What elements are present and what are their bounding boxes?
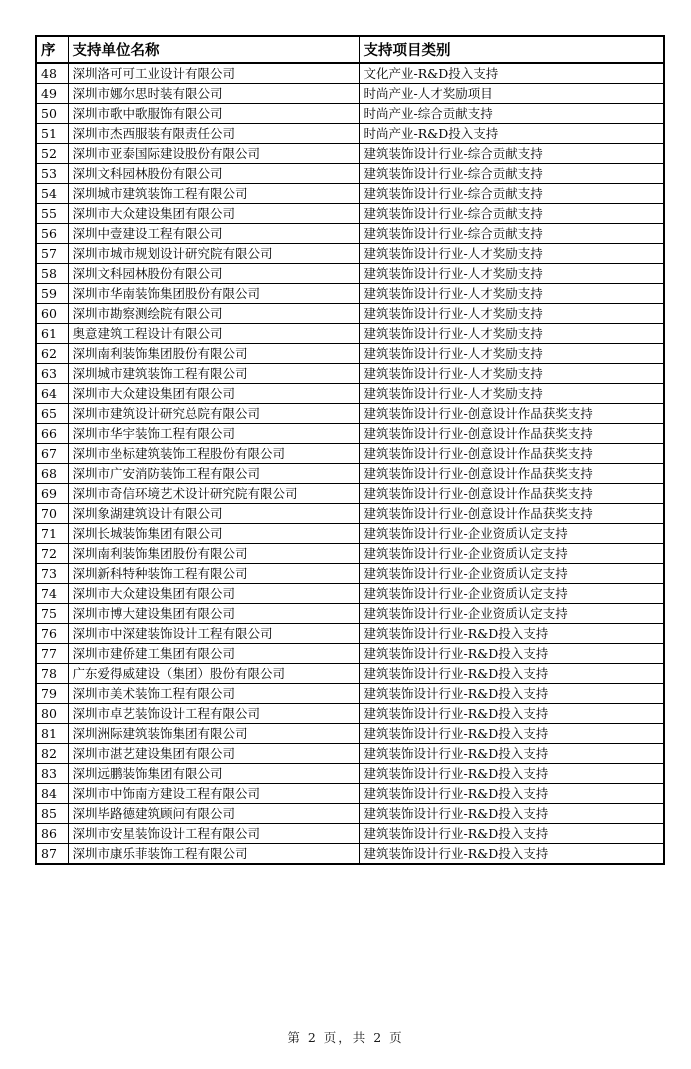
table-row: [36, 63, 664, 84]
unit-name: 深圳市卓艺装饰设计工程有限公司: [68, 704, 359, 724]
unit-name: 深圳城市建筑装饰工程有限公司: [68, 364, 359, 384]
table-row: [36, 224, 664, 244]
row-index: 68: [36, 464, 68, 484]
unit-name: 深圳长城装饰集团有限公司: [68, 524, 359, 544]
table-row: [36, 684, 664, 704]
table-row: [36, 264, 664, 284]
project-category: 建筑装饰设计行业-人才奖励支持: [359, 264, 664, 284]
table-header: [36, 36, 664, 63]
unit-name: 深圳市大众建设集团有限公司: [68, 384, 359, 404]
project-category: 建筑装饰设计行业-人才奖励支持: [359, 324, 664, 344]
project-category: 建筑装饰设计行业-人才奖励支持: [359, 304, 664, 324]
project-category: 建筑装饰设计行业-创意设计作品获奖支持: [359, 484, 664, 504]
unit-name: 深圳市歌中歌服饰有限公司: [68, 104, 359, 124]
project-category: 建筑装饰设计行业-人才奖励支持: [359, 244, 664, 264]
unit-name: 深圳市亚泰国际建设股份有限公司: [68, 144, 359, 164]
unit-name: 深圳市奇信环境艺术设计研究院有限公司: [68, 484, 359, 504]
unit-name: 深圳市安星装饰设计工程有限公司: [68, 824, 359, 844]
unit-name: 深圳远鹏装饰集团有限公司: [68, 764, 359, 784]
unit-name: 深圳市建筑设计研究总院有限公司: [68, 404, 359, 424]
table-row: [36, 564, 664, 584]
row-index: 48: [36, 63, 68, 84]
project-category: 建筑装饰设计行业-人才奖励支持: [359, 284, 664, 304]
project-category: 时尚产业-R&D投入支持: [359, 124, 664, 144]
table-row: [36, 324, 664, 344]
row-index: 79: [36, 684, 68, 704]
unit-name: 深圳市湛艺建设集团有限公司: [68, 744, 359, 764]
project-category: 建筑装饰设计行业-综合贡献支持: [359, 164, 664, 184]
project-category: 建筑装饰设计行业-人才奖励支持: [359, 364, 664, 384]
project-category: 建筑装饰设计行业-R&D投入支持: [359, 644, 664, 664]
unit-name: 深圳城市建筑装饰工程有限公司: [68, 184, 359, 204]
table-row: [36, 384, 664, 404]
unit-name: 深圳市康乐菲装饰工程有限公司: [68, 844, 359, 865]
table-row: [36, 144, 664, 164]
project-category: 建筑装饰设计行业-R&D投入支持: [359, 824, 664, 844]
unit-name: 深圳市杰西服装有限责任公司: [68, 124, 359, 144]
table-row: [36, 604, 664, 624]
row-index: 76: [36, 624, 68, 644]
project-category: 建筑装饰设计行业-综合贡献支持: [359, 184, 664, 204]
project-category: 建筑装饰设计行业-R&D投入支持: [359, 844, 664, 865]
project-category: 建筑装饰设计行业-R&D投入支持: [359, 624, 664, 644]
project-category: 建筑装饰设计行业-R&D投入支持: [359, 724, 664, 744]
table-row: [36, 444, 664, 464]
table-row: [36, 824, 664, 844]
row-index: 75: [36, 604, 68, 624]
row-index: 51: [36, 124, 68, 144]
unit-name: 深圳洲际建筑装饰集团有限公司: [68, 724, 359, 744]
row-index: 73: [36, 564, 68, 584]
unit-name: 深圳文科园林股份有限公司: [68, 264, 359, 284]
project-category: 建筑装饰设计行业-创意设计作品获奖支持: [359, 404, 664, 424]
row-index: 54: [36, 184, 68, 204]
table-row: [36, 784, 664, 804]
unit-name: 深圳市建侨建工集团有限公司: [68, 644, 359, 664]
project-category: 建筑装饰设计行业-企业资质认定支持: [359, 524, 664, 544]
unit-name: 深圳象湖建筑设计有限公司: [68, 504, 359, 524]
project-category: 建筑装饰设计行业-人才奖励支持: [359, 344, 664, 364]
project-category: 建筑装饰设计行业-企业资质认定支持: [359, 584, 664, 604]
column-header-index: 序: [36, 36, 68, 63]
table-row: [36, 664, 664, 684]
project-category: 文化产业-R&D投入支持: [359, 63, 664, 84]
project-category: 建筑装饰设计行业-R&D投入支持: [359, 744, 664, 764]
table-row: [36, 704, 664, 724]
unit-name: 深圳南利装饰集团股份有限公司: [68, 544, 359, 564]
unit-name: 奥意建筑工程设计有限公司: [68, 324, 359, 344]
unit-name: 深圳市大众建设集团有限公司: [68, 584, 359, 604]
table-row: [36, 484, 664, 504]
table-row: [36, 164, 664, 184]
row-index: 82: [36, 744, 68, 764]
unit-name: 深圳市中饰南方建设工程有限公司: [68, 784, 359, 804]
table-row: [36, 124, 664, 144]
header-row: [36, 36, 664, 63]
unit-name: 深圳市勘察测绘院有限公司: [68, 304, 359, 324]
table-row: [36, 844, 664, 865]
unit-name: 深圳市华南装饰集团股份有限公司: [68, 284, 359, 304]
column-header-project-category: 支持项目类别: [359, 36, 664, 63]
table-row: [36, 524, 664, 544]
project-category: 时尚产业-人才奖励项目: [359, 84, 664, 104]
table-row: [36, 304, 664, 324]
table-row: [36, 424, 664, 444]
project-category: 建筑装饰设计行业-创意设计作品获奖支持: [359, 464, 664, 484]
row-index: 50: [36, 104, 68, 124]
project-category: 建筑装饰设计行业-R&D投入支持: [359, 784, 664, 804]
row-index: 77: [36, 644, 68, 664]
row-index: 87: [36, 844, 68, 865]
row-index: 55: [36, 204, 68, 224]
project-category: 建筑装饰设计行业-R&D投入支持: [359, 684, 664, 704]
row-index: 57: [36, 244, 68, 264]
unit-name: 深圳新科特种装饰工程有限公司: [68, 564, 359, 584]
support-units-table: [35, 35, 665, 865]
unit-name: 深圳市美术装饰工程有限公司: [68, 684, 359, 704]
unit-name: 深圳市大众建设集团有限公司: [68, 204, 359, 224]
unit-name: 深圳市中深建装饰设计工程有限公司: [68, 624, 359, 644]
unit-name: 深圳市娜尔思时装有限公司: [68, 84, 359, 104]
table-row: [36, 464, 664, 484]
unit-name: 广东爱得威建设（集团）股份有限公司: [68, 664, 359, 684]
unit-name: 深圳南利装饰集团股份有限公司: [68, 344, 359, 364]
unit-name: 深圳市坐标建筑装饰工程股份有限公司: [68, 444, 359, 464]
row-index: 52: [36, 144, 68, 164]
project-category: 建筑装饰设计行业-R&D投入支持: [359, 764, 664, 784]
table-row: [36, 84, 664, 104]
page-number-footer: 第 2 页，共 2 页: [287, 1030, 404, 1045]
project-category: 建筑装饰设计行业-创意设计作品获奖支持: [359, 424, 664, 444]
table-body: [36, 63, 664, 864]
row-index: 81: [36, 724, 68, 744]
table-row: [36, 104, 664, 124]
row-index: 71: [36, 524, 68, 544]
project-category: 建筑装饰设计行业-企业资质认定支持: [359, 544, 664, 564]
project-category: 建筑装饰设计行业-R&D投入支持: [359, 704, 664, 724]
project-category: 建筑装饰设计行业-综合贡献支持: [359, 144, 664, 164]
unit-name: 深圳市广安消防装饰工程有限公司: [68, 464, 359, 484]
table-row: [36, 404, 664, 424]
table-row: [36, 724, 664, 744]
project-category: 建筑装饰设计行业-创意设计作品获奖支持: [359, 504, 664, 524]
row-index: 65: [36, 404, 68, 424]
row-index: 67: [36, 444, 68, 464]
row-index: 59: [36, 284, 68, 304]
row-index: 53: [36, 164, 68, 184]
table-row: [36, 284, 664, 304]
table-row: [36, 244, 664, 264]
table-row: [36, 184, 664, 204]
project-category: 建筑装饰设计行业-综合贡献支持: [359, 224, 664, 244]
table-row: [36, 804, 664, 824]
table-row: [36, 204, 664, 224]
project-category: 建筑装饰设计行业-创意设计作品获奖支持: [359, 444, 664, 464]
table-row: [36, 344, 664, 364]
column-header-unit-name: 支持单位名称: [68, 36, 359, 63]
row-index: 78: [36, 664, 68, 684]
row-index: 58: [36, 264, 68, 284]
table-row: [36, 644, 664, 664]
row-index: 62: [36, 344, 68, 364]
unit-name: 深圳市华宇装饰工程有限公司: [68, 424, 359, 444]
unit-name: 深圳毕路德建筑顾问有限公司: [68, 804, 359, 824]
row-index: 74: [36, 584, 68, 604]
row-index: 60: [36, 304, 68, 324]
project-category: 建筑装饰设计行业-R&D投入支持: [359, 664, 664, 684]
project-category: 时尚产业-综合贡献支持: [359, 104, 664, 124]
unit-name: 深圳文科园林股份有限公司: [68, 164, 359, 184]
row-index: 49: [36, 84, 68, 104]
unit-name: 深圳中壹建设工程有限公司: [68, 224, 359, 244]
row-index: 84: [36, 784, 68, 804]
table-row: [36, 364, 664, 384]
row-index: 64: [36, 384, 68, 404]
row-index: 66: [36, 424, 68, 444]
project-category: 建筑装饰设计行业-综合贡献支持: [359, 204, 664, 224]
unit-name: 深圳市博大建设集团有限公司: [68, 604, 359, 624]
row-index: 69: [36, 484, 68, 504]
unit-name: 深圳洛可可工业设计有限公司: [68, 63, 359, 84]
project-category: 建筑装饰设计行业-R&D投入支持: [359, 804, 664, 824]
table-row: [36, 764, 664, 784]
row-index: 80: [36, 704, 68, 724]
project-category: 建筑装饰设计行业-企业资质认定支持: [359, 564, 664, 584]
table-row: [36, 584, 664, 604]
row-index: 86: [36, 824, 68, 844]
row-index: 85: [36, 804, 68, 824]
project-category: 建筑装饰设计行业-企业资质认定支持: [359, 604, 664, 624]
row-index: 56: [36, 224, 68, 244]
table-row: [36, 624, 664, 644]
row-index: 63: [36, 364, 68, 384]
row-index: 61: [36, 324, 68, 344]
row-index: 70: [36, 504, 68, 524]
table-row: [36, 544, 664, 564]
row-index: 83: [36, 764, 68, 784]
table-row: [36, 504, 664, 524]
project-category: 建筑装饰设计行业-人才奖励支持: [359, 384, 664, 404]
row-index: 72: [36, 544, 68, 564]
unit-name: 深圳市城市规划设计研究院有限公司: [68, 244, 359, 264]
table-row: [36, 744, 664, 764]
